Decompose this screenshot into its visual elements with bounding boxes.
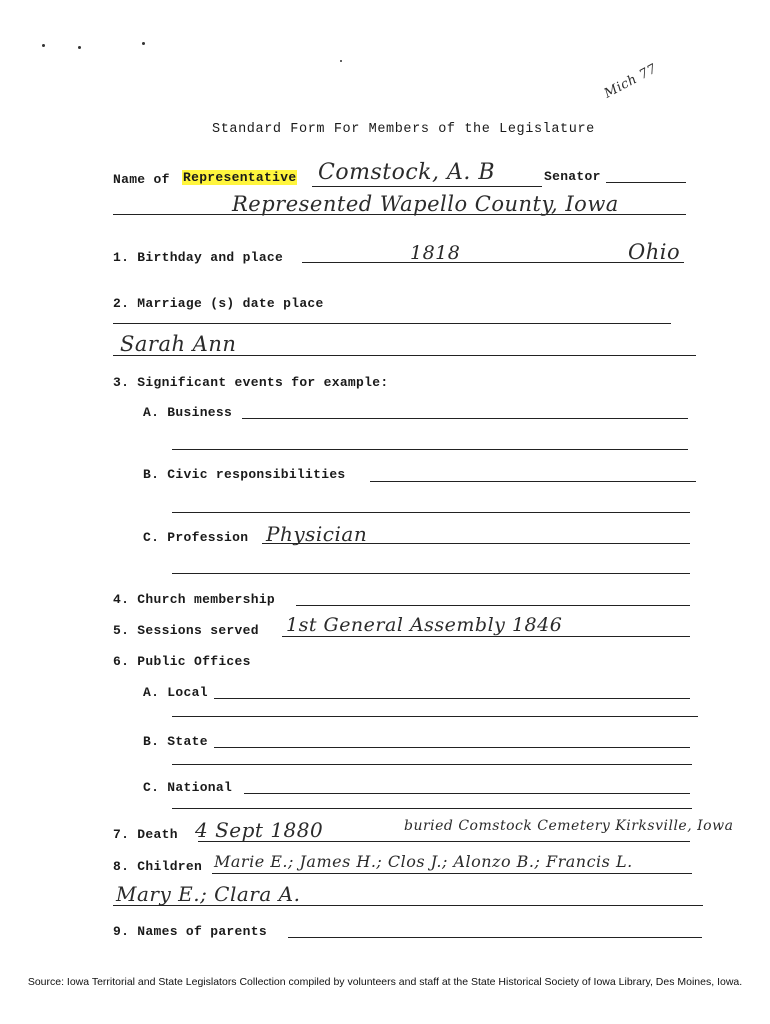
national-label: C. National: [143, 780, 233, 795]
children-value-2: Mary E.; Clara A.: [116, 882, 301, 906]
profession-label: C. Profession: [143, 530, 249, 545]
name-label: Name of: [113, 172, 170, 187]
national-line-2: [172, 808, 692, 809]
church-line: [296, 605, 690, 606]
scan-speck: [42, 44, 45, 47]
senator-line: [606, 182, 686, 183]
national-line-1: [244, 793, 690, 794]
local-line-2: [172, 716, 698, 717]
death-value: 4 Sept 1880: [195, 818, 324, 842]
state-line-1: [214, 747, 690, 748]
civic-line-1: [370, 481, 696, 482]
profession-line-2: [172, 573, 690, 574]
children-line-1: [212, 873, 692, 874]
state-label: B. State: [143, 734, 208, 749]
profession-value: Physician: [266, 522, 368, 546]
sessions-value: 1st General Assembly 1846: [286, 614, 563, 636]
birthday-line: [302, 262, 684, 263]
representative-label: Representative: [183, 170, 297, 185]
marriage-value: Sarah Ann: [120, 332, 237, 356]
birthday-place: Ohio: [628, 240, 681, 264]
source-caption: Source: Iowa Territorial and State Legislators Collection compiled by volunteers and staff at the State Historical Society of Iowa Library, Des Moines, Iowa.: [27, 976, 743, 988]
local-label: A. Local: [143, 685, 208, 700]
sessions-label: 5. Sessions served: [113, 623, 259, 638]
scan-speck: [142, 42, 145, 45]
civic-label: B. Civic responsibilities: [143, 467, 346, 482]
form-title: Standard Form For Members of the Legislature: [212, 122, 595, 137]
civic-line-2: [172, 512, 690, 513]
marriage-label: 2. Marriage (s) date place: [113, 296, 324, 311]
state-line-2: [172, 764, 692, 765]
church-label: 4. Church membership: [113, 592, 276, 607]
death-label: 7. Death: [113, 827, 178, 842]
birthday-year: 1818: [410, 242, 461, 264]
senator-label: Senator: [544, 169, 601, 184]
corner-note: Mich 77: [601, 61, 660, 102]
burial-value: buried Comstock Cemetery Kirksville, Iowa: [404, 818, 734, 834]
scan-speck: [78, 46, 81, 49]
offices-label: 6. Public Offices: [113, 654, 251, 669]
name-value: Comstock, A. B: [318, 160, 495, 185]
children-label: 8. Children: [113, 859, 203, 874]
business-line-1: [242, 418, 688, 419]
name-value-2: Represented Wapello County, Iowa: [232, 192, 619, 216]
parents-label: 9. Names of parents: [113, 924, 267, 939]
sessions-line: [282, 636, 690, 637]
local-line-1: [214, 698, 690, 699]
birthday-label: 1. Birthday and place: [113, 250, 284, 265]
name-line: [312, 186, 542, 187]
scan-speck: [340, 60, 342, 62]
marriage-line-1: [113, 323, 671, 324]
parents-line: [288, 937, 702, 938]
business-line-2: [172, 449, 688, 450]
children-value-1: Marie E.; James H.; Clos J.; Alonzo B.; Francis L.: [214, 852, 633, 871]
business-label: A. Business: [143, 405, 233, 420]
events-label: 3. Significant events for example:: [113, 375, 389, 390]
